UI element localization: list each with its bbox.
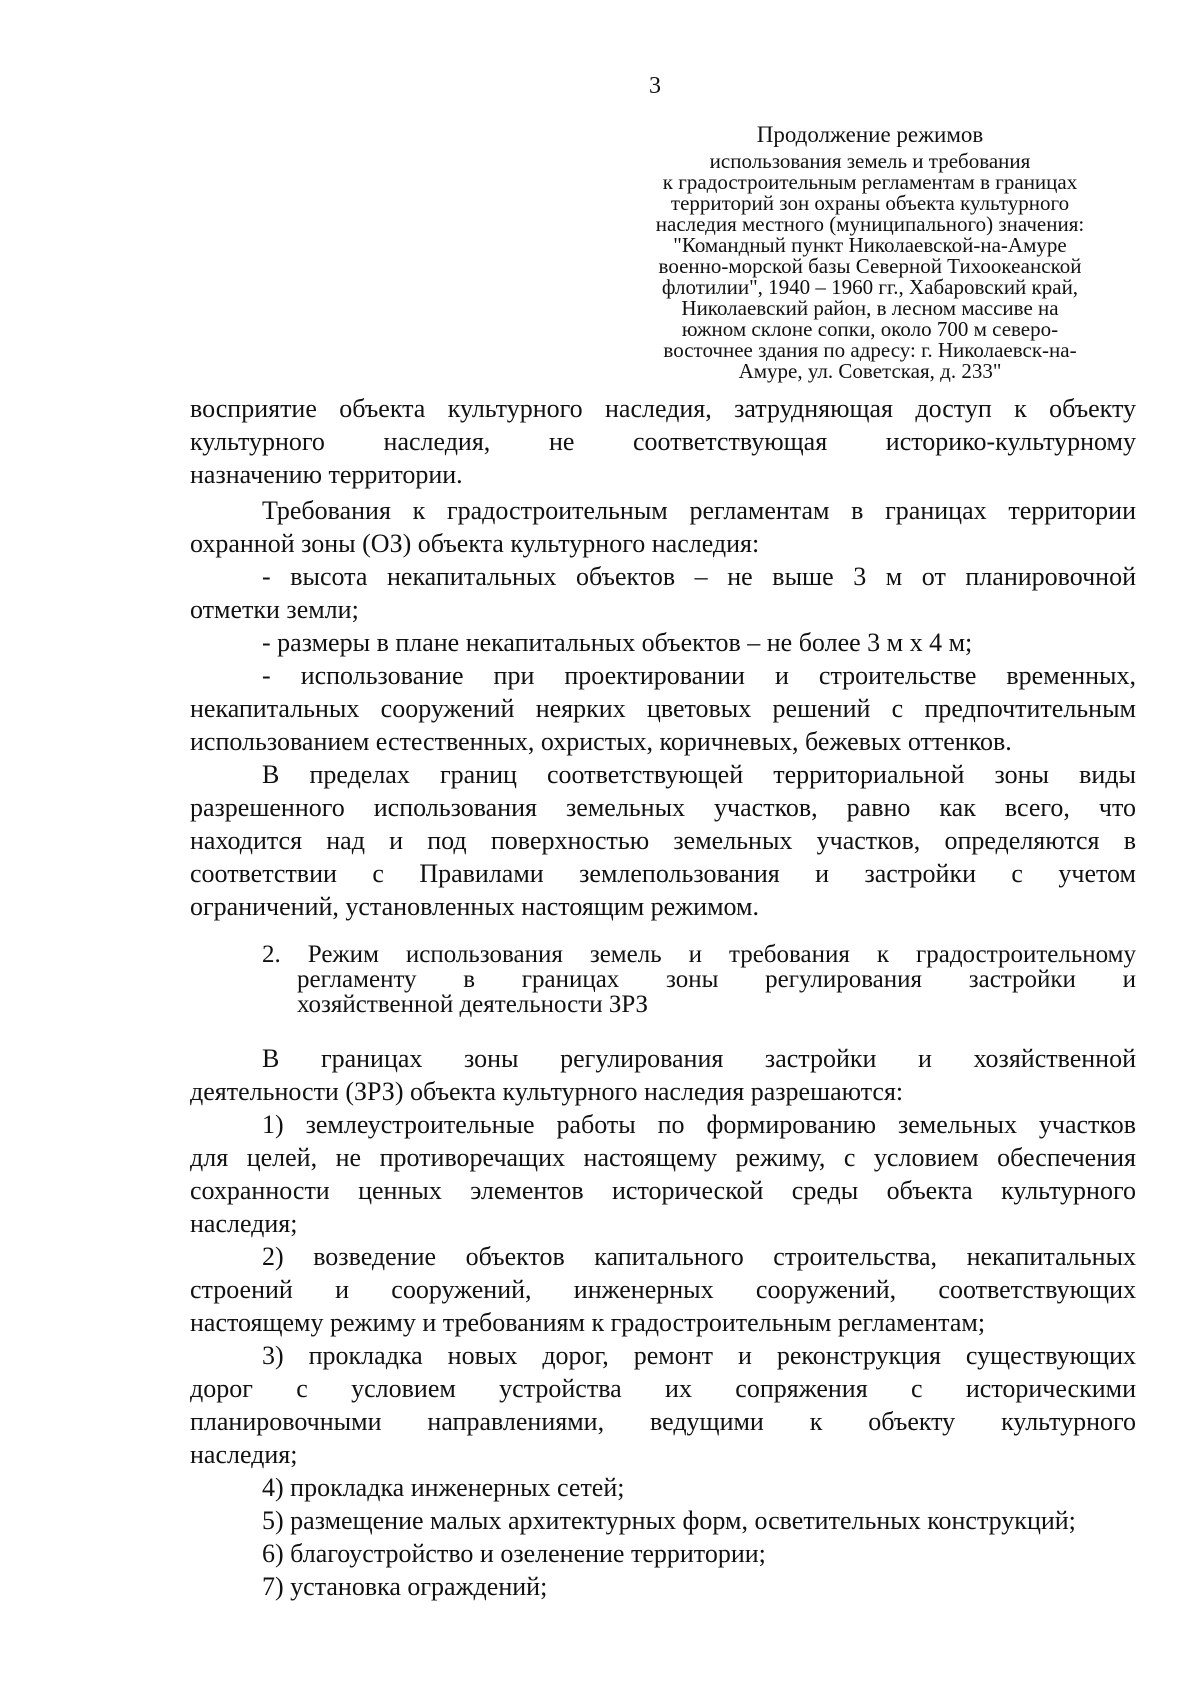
text-line: разрешенного использования земельных участков, равно как всего, что <box>190 793 1136 822</box>
list-item: 3) прокладка новых дорог, ремонт и реконструкция существующих <box>262 1341 1136 1370</box>
header-line: территорий зон охраны объекта культурного <box>670 191 1070 215</box>
list-item: 2) возведение объектов капитального строительства, некапитальных <box>262 1242 1136 1271</box>
heading-line: хозяйственной деятельности ЗРЗ <box>297 991 649 1018</box>
text-line: ограничений, установленных настоящим режимом. <box>190 892 760 921</box>
text-line: восприятие объекта культурного наследия, затрудняющая доступ к объекту <box>190 394 1136 423</box>
page-number: 3 <box>649 73 661 99</box>
text-line: некапитальных сооружений неярких цветовых решений с предпочтительным <box>190 694 1136 723</box>
list-item: 7) установка ограждений; <box>262 1572 548 1601</box>
zrz-permitted-block <box>190 1042 1136 1603</box>
text-line: наследия; <box>190 1440 298 1469</box>
text-line: строений и сооружений, инженерных сооружений, соответствующих <box>190 1275 1136 1304</box>
text-line: настоящему режиму и требованиям к градостроительным регламентам; <box>190 1308 986 1337</box>
header-line: наследия местного (муниципального) значения: <box>655 212 1085 236</box>
list-item: 4) прокладка инженерных сетей; <box>262 1473 625 1502</box>
text-line: В границах зоны регулирования застройки и хозяйственной <box>262 1044 1136 1073</box>
text-line: отметки земли; <box>190 595 359 624</box>
text-line: планировочными направлениями, ведущими к объекту культурного <box>190 1407 1136 1436</box>
section-heading <box>262 942 1136 1017</box>
text-line: соответствии с Правилами землепользования и застройки с учетом <box>190 859 1136 888</box>
list-item: - использование при проектировании и строительстве временных, <box>262 661 1136 690</box>
header-line: к градостроительным регламентам в границах <box>662 170 1078 194</box>
heading-line: 2. Режим использования земель и требования к градостроительному <box>262 941 1136 968</box>
header-line: восточнее здания по адресу: г. Николаевск-на- <box>663 338 1077 362</box>
list-item: 5) размещение малых архитектурных форм, осветительных конструкций; <box>262 1506 1076 1535</box>
header-line: использования земель и требования <box>709 149 1031 173</box>
header-line: военно-морской базы Северной Тихоокеанской <box>658 254 1082 278</box>
text-line: охранной зоны (ОЗ) объекта культурного наследия: <box>190 529 760 558</box>
oz-requirements-block <box>190 494 1136 923</box>
text-line: для целей, не противоречащих настоящему режиму, с условием обеспечения <box>190 1143 1136 1172</box>
list-item: - высота некапитальных объектов – не выше 3 м от планировочной <box>262 562 1136 591</box>
list-item: 6) благоустройство и озеленение территории; <box>262 1539 766 1568</box>
text-line: деятельности (ЗРЗ) объекта культурного наследия разрешаются: <box>190 1077 904 1106</box>
document-header <box>610 124 1130 382</box>
text-line: В пределах границ соответствующей территориальной зоны виды <box>262 760 1136 789</box>
text-line: культурного наследия, не соответствующая историко-культурному <box>190 427 1136 456</box>
text-line: назначению территории. <box>190 460 463 489</box>
text-line: находится над и под поверхностью земельных участков, определяются в <box>190 826 1136 855</box>
heading-line: регламенту в границах зоны регулирования застройки и <box>297 966 1136 993</box>
text-line: дорог с условием устройства их сопряжения с историческими <box>190 1374 1136 1403</box>
header-line: "Командный пункт Николаевской-на-Амуре <box>673 233 1067 257</box>
header-line: флотилии", 1940 – 1960 гг., Хабаровский край, <box>661 275 1079 299</box>
text-line: использованием естественных, охристых, коричневых, бежевых оттенков. <box>190 727 1012 756</box>
header-line: Амуре, ул. Советская, д. 233" <box>738 359 1002 383</box>
text-line: сохранности ценных элементов исторической среды объекта культурного <box>190 1176 1136 1205</box>
text-line: наследия; <box>190 1209 298 1238</box>
header-line: Николаевский район, в лесном массиве на <box>681 296 1059 320</box>
list-item: - размеры в плане некапитальных объектов – не более 3 м x 4 м; <box>262 628 973 657</box>
text-line: Требования к градостроительным регламентам в границах территории <box>262 496 1136 525</box>
header-line: Продолжение режимов <box>756 122 984 147</box>
paragraph-continuation <box>190 392 1136 491</box>
header-line: южном склоне сопки, около 700 м северо- <box>681 317 1059 341</box>
list-item: 1) землеустроительные работы по формированию земельных участков <box>262 1110 1136 1139</box>
